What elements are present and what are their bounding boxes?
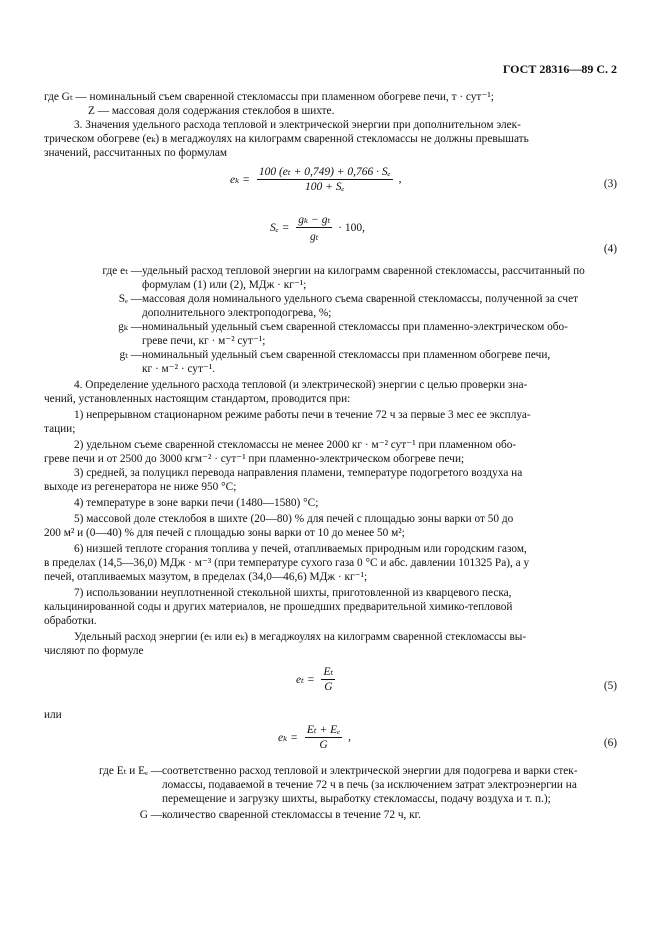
formula-6-numerator: Eₜ + Eₑ [306,724,341,736]
def-se-text-2: дополнительного электроподогрева, %; [142,307,332,319]
or-word: или [44,709,62,721]
definition-gt-line: где Gₜ — номинальный съем сваренной стекломассы при пламенном обогреве печи, т · сут⁻¹; [44,91,494,103]
formula-4-denominator: gₜ [310,231,319,243]
item-7-line-3: обработки. [44,615,97,627]
formula-5 [296,664,335,693]
paragraph-4-line-1: 4. Определение удельного расхода тепловой (и электрической) энергии с целью проверки зна- [74,379,528,391]
formula-6-tail: , [348,730,351,743]
def-gk-label: gₖ — [118,321,142,333]
formula-6-denominator: G [319,739,328,751]
item-1-line-1: 1) непрерывном стационарном режиме работы печи в течение 72 ч за первые 3 мес ее эксплуа- [74,409,531,421]
item-2-line-2: греве печи и от 2500 до 3000 кгм⁻² · сут⁻¹ при пламенно-электрическом обогреве печи; [44,453,465,465]
def-et-ee-label: где Eₜ и Eₑ — [99,765,162,777]
item-1-line-2: тации; [44,423,76,435]
formula-6-fraction [305,722,342,751]
formula-4-number: (4) [603,243,617,255]
paragraph-3-line-1: 3. Значения удельного расхода тепловой и электрической энергии при дополнительном элек- [74,119,521,131]
def-et-ee-text-3: перемещение и загрузку шихты, выработку стекломассы, подачу воздуха и т. п.); [162,793,551,805]
formula-5-number: (5) [603,680,617,692]
def-et-text-2: формулам (1) или (2), МДж · кг⁻¹; [142,279,307,291]
formula-3-numerator: 100 (eₜ + 0,749) + 0,766 · Sₑ [258,166,391,178]
formula-4 [270,212,365,243]
def-et-ee-text-1: соответственно расход тепловой и электрической энергии для подогрева и варки стек- [162,765,578,777]
def-gk-text-1: номинальный удельный съем сваренной стекломассы при пламенно-электрическом обо- [142,321,568,333]
item-7-line-2: кальцинированной соды и других материалов, не прошедших предварительной химико-тепловой [44,601,513,613]
item-6-line-2: в пределах (14,5—36,0) МДж · м⁻³ (при температуре сухого газа 0 °С и абс. давлении 101325 Ра), а у [44,557,530,569]
def-g-label: G — [139,809,162,821]
formula-5-numerator: Eₜ [323,666,334,678]
item-4-line: 4) температуре в зоне варки печи (1480—1580) °С; [74,497,319,509]
def-gt-label: gₜ — [119,349,142,361]
item-5-line-1: 5) массовой доле стеклобоя в шихте (20—80) % для печей с площадью зоны варки от 50 до [74,513,514,525]
def-se-label: Sₑ — [118,293,142,305]
item-6-line-1: 6) низшей теплоте сгорания топлива у печей, отапливаемых природным или городским газом, [74,543,527,555]
definition-z-line: Z — массовая доля содержания стеклобоя в шихте. [88,105,335,117]
energy-paragraph-line-2: числяют по формуле [44,645,144,657]
formula-4-lhs: Sₑ = [270,221,290,234]
item-6-line-3: печей, отапливаемых мазутом, в пределах (34,0—46,6) МДж · кг⁻¹; [44,571,368,583]
def-g-text-1: количество сваренной стекломассы в течение 72 ч, кг. [162,809,421,821]
def-et-ee-text-2: ломассы, подаваемой в течение 72 ч в печь (за исключением затрат электроэнергии на [162,779,577,791]
formula-6 [278,722,351,751]
def-et-text-1: удельный расход тепловой энергии на килограмм сваренной стекломассы, рассчитанный по [142,265,585,277]
paragraph-3-line-2: трическом обогреве (eₖ) в мегаджоулях на килограмм сваренной стекломассы не должны превышать [44,133,529,145]
formula-5-lhs: eₜ = [296,673,315,686]
formula-4-fraction [296,212,332,243]
paragraph-4-line-2: чений, установленных настоящим стандартом, проводится при: [44,393,351,405]
formula-3-number: (3) [603,178,617,190]
formula-5-denominator: G [324,681,333,693]
def-gt-text-1: номинальный удельный съем сваренной стекломассы при пламенном обогреве печи, [142,349,551,361]
formula-3-tail: , [398,172,402,185]
def-se-text-1: массовая доля номинального удельного съема сваренной стекломассы, полученной за счет [142,293,579,305]
item-3-line-1: 3) средней, за полуцикл перевода направления пламени, температуре подогретого воздуха на [74,467,523,479]
def-gk-text-2: греве печи, кг · м⁻² сут⁻¹; [142,335,266,347]
formula-5-fraction [321,664,335,693]
formula-6-lhs: eₖ = [278,731,298,744]
item-2-line-1: 2) удельном съеме сваренной стекломассы не менее 2000 кг · м⁻² сут⁻¹ при пламенном обо- [74,439,517,451]
def-gt-text-2: кг · м⁻² · сут⁻¹. [142,363,216,375]
item-5-line-2: 200 м² и (0—40) % для печей с площадью зоны варки от 10 до менее 50 м²; [44,527,405,539]
page-header: ГОСТ 28316—89 С. 2 [502,62,617,76]
formula-6-number: (6) [603,737,617,749]
formula-3-lhs: eₖ = [230,173,250,186]
def-et-label: где eₜ — [102,265,142,277]
formula-3-fraction [257,164,393,193]
formula-3 [230,164,401,193]
formula-4-numerator: gₖ − gₜ [298,214,331,226]
item-7-line-1: 7) использовании неуплотненной стекольной шихты, приготовленной из кварцевого песка, [74,587,512,599]
energy-paragraph-line-1: Удельный расход энергии (eₜ или eₖ) в мегаджоулях на килограмм сваренной стекломассы вы- [74,631,527,643]
formula-3-denominator: 100 + Sₑ [304,181,345,193]
paragraph-3-line-3: значений, рассчитанных по формулам [44,147,228,159]
formula-4-tail: · 100, [338,221,366,234]
item-3-line-2: выходе из регенератора не ниже 950 °С; [44,481,237,493]
